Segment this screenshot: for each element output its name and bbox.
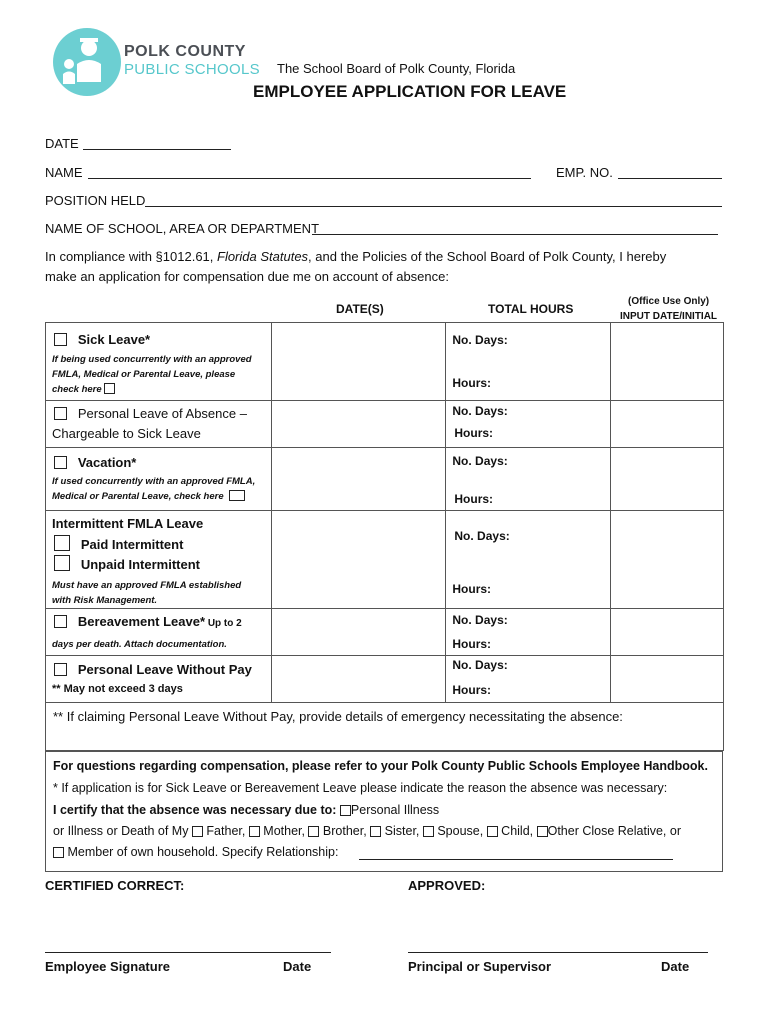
row-personal-leave xyxy=(46,401,724,448)
household-member-label: Member of own household. Specify Relationship: xyxy=(64,845,339,859)
other-relative-checkbox[interactable] xyxy=(537,826,548,837)
paid-intermittent-checkbox[interactable] xyxy=(54,535,70,551)
spouse-label: Spouse, xyxy=(433,824,487,838)
relationship-field[interactable] xyxy=(359,859,673,860)
personal-illness-label: Personal Illness xyxy=(350,803,440,817)
emergency-details-cell[interactable] xyxy=(46,703,724,751)
household-member-checkbox[interactable] xyxy=(53,847,64,858)
page-title: EMPLOYEE APPLICATION FOR LEAVE xyxy=(253,82,567,101)
principal-date-label: Date xyxy=(661,959,690,974)
sick-note-3: check here xyxy=(52,384,102,395)
sick-dates-cell[interactable] xyxy=(271,323,446,401)
row-intermittent-fmla xyxy=(46,511,724,609)
without-pay-note: ** May not exceed 3 days xyxy=(52,683,183,695)
school-field[interactable] xyxy=(312,234,718,235)
certification-box xyxy=(45,751,723,872)
employee-signature-line[interactable] xyxy=(45,952,331,953)
personal-leave-label1: Personal Leave of Absence – xyxy=(77,406,247,421)
graduate-figure-icon xyxy=(53,28,121,96)
father-label: Father, xyxy=(202,824,249,838)
sick-no-days: No. Days: xyxy=(452,333,508,347)
col-dates: DATE(S) xyxy=(336,302,384,316)
personal-hours: Hours: xyxy=(454,426,494,440)
col-input-date: INPUT DATE/INITIAL xyxy=(620,311,718,322)
fmla-no-days: No. Days: xyxy=(454,529,510,543)
fmla-note-1: Must have an approved FMLA established xyxy=(52,580,242,591)
vacation-checkbox[interactable] xyxy=(54,456,67,469)
vacation-note-2: Medical or Parental Leave, check here xyxy=(52,491,224,502)
personal-leave-label2: Chargeable to Sick Leave xyxy=(52,426,201,441)
emp-no-label: EMP. NO. xyxy=(556,165,613,180)
bereavement-no-days: No. Days: xyxy=(452,613,508,627)
vacation-label: Vacation* xyxy=(77,455,137,470)
emp-no-field[interactable] xyxy=(618,178,722,179)
without-pay-no-days: No. Days: xyxy=(452,658,508,672)
row-emergency-details xyxy=(46,703,724,751)
sick-leave-checkbox[interactable] xyxy=(54,333,67,346)
brother-checkbox[interactable] xyxy=(308,826,319,837)
sister-checkbox[interactable] xyxy=(370,826,381,837)
certified-correct-label: CERTIFIED CORRECT: xyxy=(45,878,185,893)
name-label: NAME xyxy=(45,165,83,180)
row-sick-leave xyxy=(46,323,724,401)
questions-line: For questions regarding compensation, please refer to your Polk County Public Schools Employee Handbook. xyxy=(53,759,708,773)
school-label: NAME OF SCHOOL, AREA OR DEPARTMENT xyxy=(45,221,320,236)
col-total-hours: TOTAL HOURS xyxy=(488,302,574,316)
compliance-line1: In compliance with §1012.61, Florida Statutes, and the Policies of the School Board of Polk County, I hereby xyxy=(45,249,667,264)
row-without-pay xyxy=(46,656,724,703)
bereavement-office-cell xyxy=(611,609,724,656)
principal-signature-label: Principal or Supervisor xyxy=(408,959,552,974)
certify-label: I certify that the absence was necessary due to: xyxy=(53,803,340,817)
unpaid-intermittent-label: Unpaid Intermittent xyxy=(80,557,201,572)
fmla-title: Intermittent FMLA Leave xyxy=(52,516,204,531)
mother-label: Mother, xyxy=(259,824,309,838)
personal-office-cell xyxy=(611,401,724,448)
name-field[interactable] xyxy=(88,178,531,179)
father-checkbox[interactable] xyxy=(192,826,203,837)
without-pay-label: Personal Leave Without Pay xyxy=(77,662,252,677)
without-pay-office-cell xyxy=(611,656,724,703)
sick-hours: Hours: xyxy=(452,376,492,390)
unpaid-intermittent-checkbox[interactable] xyxy=(54,555,70,571)
employee-date-label: Date xyxy=(283,959,312,974)
sister-label: Sister, xyxy=(381,824,423,838)
personal-no-days: No. Days: xyxy=(452,404,508,418)
employee-signature-label: Employee Signature xyxy=(45,959,170,974)
position-label: POSITION HELD xyxy=(45,193,146,208)
principal-signature-line[interactable] xyxy=(408,952,708,953)
bereavement-note: days per death. Attach documentation. xyxy=(52,639,227,650)
bereavement-checkbox[interactable] xyxy=(54,615,67,628)
sick-office-cell xyxy=(611,323,724,401)
row-vacation xyxy=(46,448,724,511)
date-label: DATE xyxy=(45,136,79,151)
vacation-office-cell xyxy=(611,448,724,511)
vacation-no-days: No. Days: xyxy=(452,454,508,468)
fmla-note-2: with Risk Management. xyxy=(52,595,158,606)
sick-leave-label: Sick Leave* xyxy=(77,332,151,347)
relation-prefix: or Illness or Death of My xyxy=(53,824,192,838)
sick-note-2: FMLA, Medical or Parental Leave, please xyxy=(52,369,236,380)
logo-line1: POLK COUNTY xyxy=(124,43,246,60)
without-pay-checkbox[interactable] xyxy=(54,663,67,676)
child-label: Child, xyxy=(497,824,537,838)
vacation-note-1: If used concurrently with an approved FMLA, xyxy=(52,476,256,487)
fmla-dates-cell[interactable] xyxy=(271,511,446,609)
spouse-checkbox[interactable] xyxy=(423,826,434,837)
sick-bereavement-line: * If application is for Sick Leave or Bereavement Leave please indicate the reason the absence was necessary: xyxy=(53,781,668,795)
logo-line2: PUBLIC SCHOOLS xyxy=(124,61,260,78)
personal-illness-checkbox[interactable] xyxy=(340,805,351,816)
emergency-note: ** If claiming Personal Leave Without Pay, provide details of emergency necessitating the absence: xyxy=(53,709,623,724)
child-checkbox[interactable] xyxy=(487,826,498,837)
bereavement-label: Bereavement Leave* xyxy=(77,614,206,629)
without-pay-hours: Hours: xyxy=(452,683,492,697)
date-field[interactable] xyxy=(83,149,231,150)
personal-dates-cell[interactable] xyxy=(271,401,446,448)
sick-fmla-checkbox[interactable] xyxy=(104,383,115,394)
vacation-fmla-checkbox[interactable] xyxy=(229,490,245,501)
sick-note-1: If being used concurrently with an approved xyxy=(52,354,252,365)
brother-label: Brother, xyxy=(319,824,371,838)
fmla-hours: Hours: xyxy=(452,582,492,596)
leave-table xyxy=(45,322,724,751)
fmla-office-cell xyxy=(611,511,724,609)
vacation-hours: Hours: xyxy=(454,492,494,506)
bereavement-suffix: Up to 2 xyxy=(205,618,242,629)
paid-intermittent-label: Paid Intermittent xyxy=(80,537,184,552)
vacation-dates-cell[interactable] xyxy=(271,448,446,511)
compliance-line2: make an application for compensation due me on account of absence: xyxy=(45,269,449,284)
logo-emblem xyxy=(53,28,121,96)
personal-leave-checkbox[interactable] xyxy=(54,407,67,420)
bereavement-hours: Hours: xyxy=(452,637,492,651)
position-field[interactable] xyxy=(145,206,722,207)
other-relative-label: Other Close Relative, or xyxy=(547,824,681,838)
approved-label: APPROVED: xyxy=(408,878,486,893)
col-office-use: (Office Use Only) xyxy=(628,296,710,307)
mother-checkbox[interactable] xyxy=(249,826,260,837)
without-pay-dates-cell[interactable] xyxy=(271,656,446,703)
bereavement-dates-cell[interactable] xyxy=(271,609,446,656)
row-bereavement xyxy=(46,609,724,656)
board-name: The School Board of Polk County, Florida xyxy=(277,61,516,76)
